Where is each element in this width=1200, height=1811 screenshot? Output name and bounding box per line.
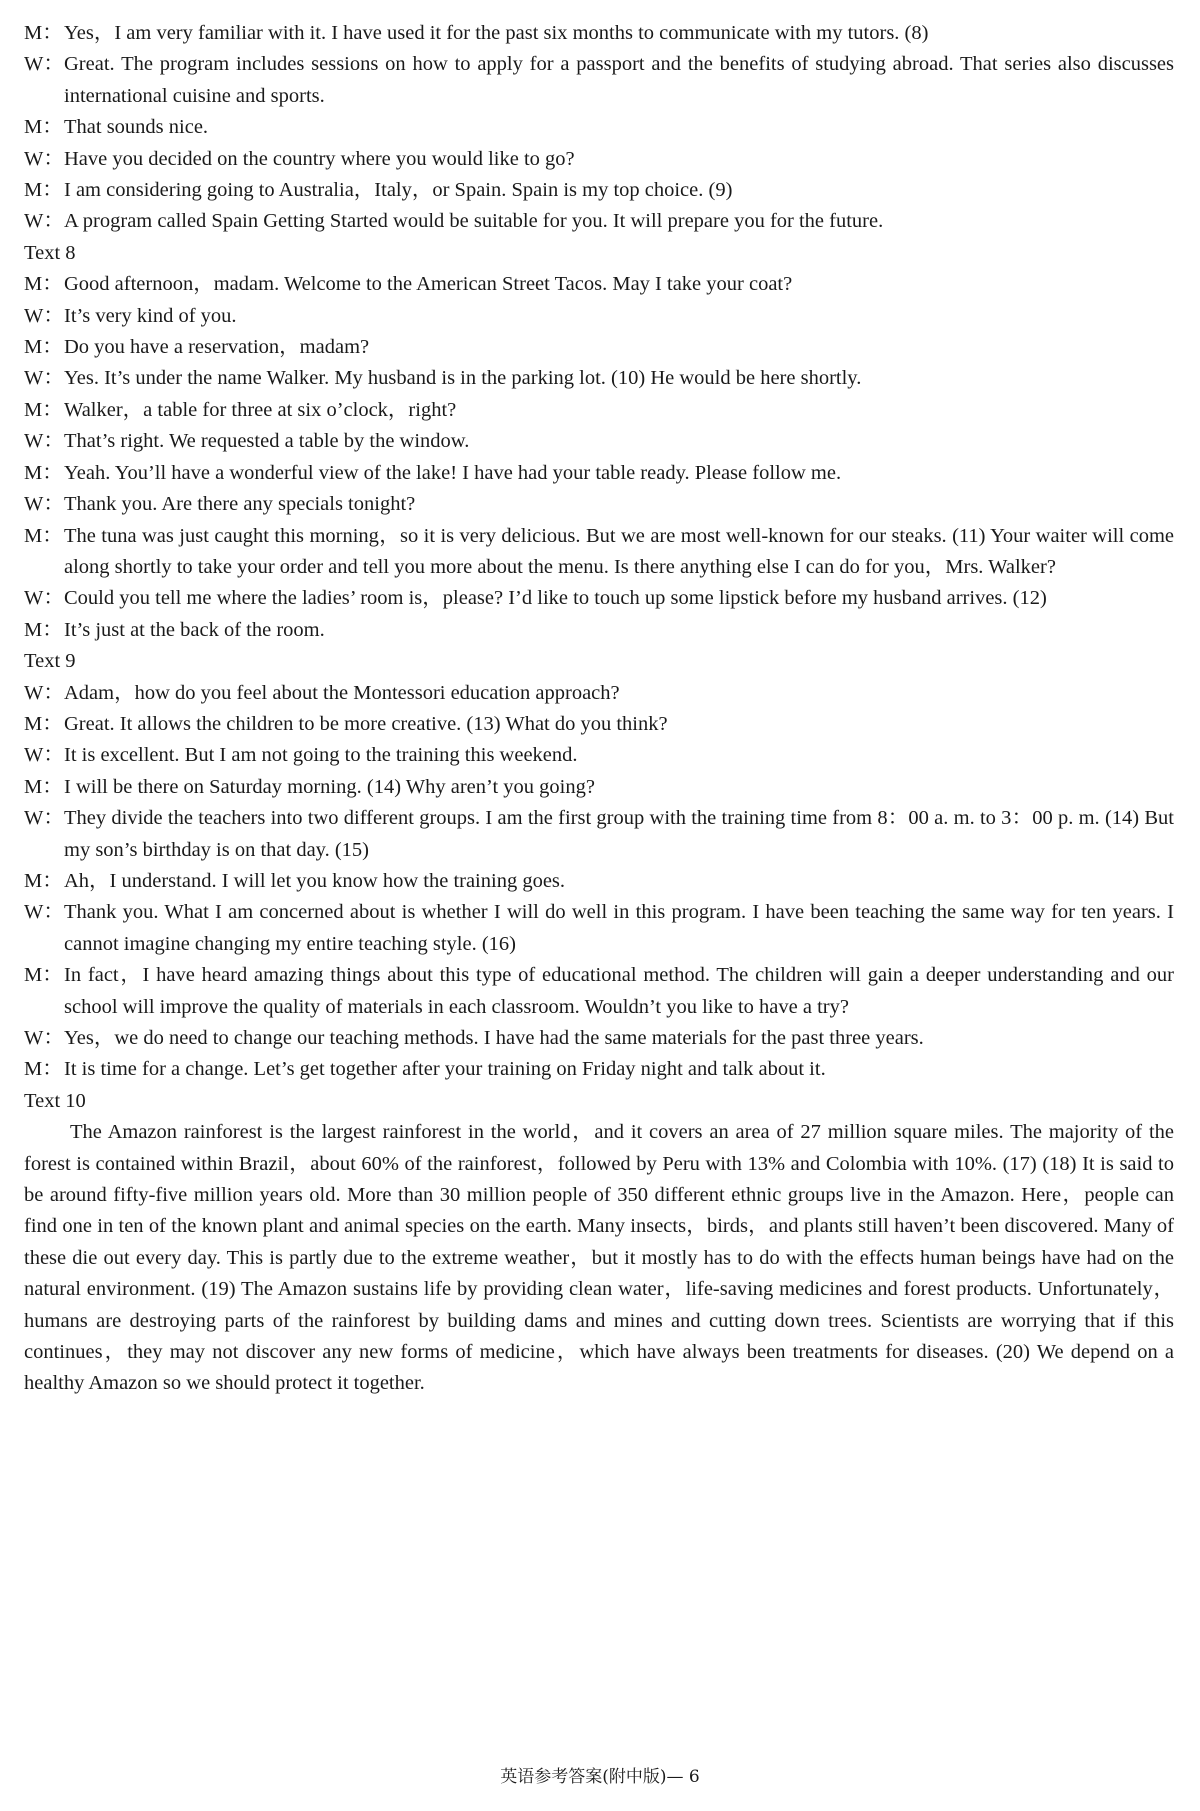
dialogue-line xyxy=(24,772,1174,803)
dialogue-text: It is excellent. But I am not going to the training this weekend. xyxy=(64,744,578,767)
speaker-label: M： xyxy=(24,712,63,735)
dialogue-text: The tuna was just caught this morning，so it is very delicious. But we are most well-known for our steaks. (11) Your waiter will come along shortly to take your order and tell you more about the menu. Is there anything else I can do for you，Mrs. Walker? xyxy=(64,524,1174,578)
dialogue-line xyxy=(24,1054,1174,1085)
dialogue-text: Yes，we do need to change our teaching methods. I have had the same materials for the past three years. xyxy=(64,1027,924,1049)
dialogue-text: Do you have a reservation，madam? xyxy=(64,336,370,359)
dialogue-text: They divide the teachers into two different groups. I am the first group with the training time from 8：00 a. m. to 3：00 p. m. (14) But my son’s birthday is on that day. (15) xyxy=(64,807,1174,861)
dialogue-text: Ah，I understand. I will let you know how the training goes. xyxy=(64,869,566,892)
dialogue-line xyxy=(24,426,1174,457)
speaker-label: W： xyxy=(24,147,64,170)
dialogue-line xyxy=(24,49,1174,112)
speaker-label: M： xyxy=(24,524,63,547)
dialogue-text: In fact，I have heard amazing things about this type of educational method. The children will gain a deeper understanding and our school will improve the quality of materials in each classroom. Wouldn’t you like to have a try? xyxy=(64,964,1174,1018)
dialogue-line xyxy=(24,489,1174,520)
speaker-label: W： xyxy=(24,587,64,610)
section-heading: Text 10 xyxy=(24,1089,86,1112)
dialogue-text: Have you decided on the country where you would like to go? xyxy=(64,147,575,170)
dialogue-line xyxy=(24,269,1174,300)
dialogue-line xyxy=(24,709,1174,740)
dialogue-line xyxy=(24,897,1174,960)
dialogue-line xyxy=(24,175,1174,206)
speaker-label: W： xyxy=(24,367,64,390)
dialogue-line xyxy=(24,866,1174,897)
dialogue-line xyxy=(24,112,1174,143)
passage-paragraph: The Amazon rainforest is the largest rainforest in the world，and it covers an area of 27 million square miles. The majority of the forest is contained within Brazil，about 60% of the rainforest，followed by Peru with 13% and Colombia with 10%. (17) (18) It is said to be around fifty-five million years old. More than 30 million people of 350 different ethnic groups live in the Amazon. Here，people can find one in ten of the known plant and animal species on the earth. Many insects，birds，and plants still haven’t been discovered. Many of these die out every day. This is partly due to the extreme weather，but it mostly has to do with the effects human beings have had on the natural environment. (19) The Amazon sustains life by providing clean water，life-saving medicines and forest products. Unfortunately，humans are destroying parts of the rainforest by building dams and mines and cutting down trees. Scientists are worrying that if this continues，they may not discover any new forms of medicine，which have always been treatments for diseases. (20) We depend on a healthy Amazon so we should protect it together. xyxy=(24,1121,1174,1395)
speaker-label: W： xyxy=(24,210,64,233)
section-heading: Text 9 xyxy=(24,650,76,673)
dialogue-line xyxy=(24,740,1174,771)
speaker-label: W： xyxy=(24,807,64,830)
dialogue-text: I am considering going to Australia，Italy，or Spain. Spain is my top choice. (9) xyxy=(64,179,733,202)
dialogue-line xyxy=(24,615,1174,646)
speaker-label: M： xyxy=(24,964,63,987)
dialogue-text: Great. It allows the children to be more creative. (13) What do you think? xyxy=(64,712,668,735)
dialogue-line xyxy=(24,206,1174,237)
speaker-label: W： xyxy=(24,744,64,767)
dialogue-text: Yeah. You’ll have a wonderful view of the lake! I have had your table ready. Please follow me. xyxy=(64,461,842,484)
speaker-label: M： xyxy=(24,869,63,892)
speaker-label: W： xyxy=(24,493,64,516)
dialogue-text: That sounds nice. xyxy=(64,116,209,139)
speaker-label: M： xyxy=(24,336,63,359)
section-heading: Text 8 xyxy=(24,241,76,264)
dialogue-line xyxy=(24,521,1174,584)
speaker-label: M： xyxy=(24,116,63,139)
document-body xyxy=(24,18,1174,1400)
speaker-label: W： xyxy=(24,53,64,76)
speaker-label: W： xyxy=(24,1027,64,1049)
speaker-label: M： xyxy=(24,179,63,202)
dialogue-text: Walker，a table for three at six o’clock，right? xyxy=(64,398,457,421)
speaker-label: W： xyxy=(24,304,64,327)
dialogue-text: Thank you. Are there any specials tonight? xyxy=(64,493,416,516)
speaker-label: W： xyxy=(24,681,64,704)
dialogue-line xyxy=(24,363,1174,394)
speaker-label: M： xyxy=(24,22,63,44)
dialogue-line xyxy=(24,144,1174,175)
page-footer: 英语参考答案(附中版)— 6 xyxy=(500,1767,700,1787)
dialogue-text: Yes. It’s under the name Walker. My husband is in the parking lot. (10) He would be here shortly. xyxy=(64,367,862,390)
dialogue-line xyxy=(24,395,1174,426)
dialogue-text: It’s just at the back of the room. xyxy=(64,618,325,641)
speaker-label: M： xyxy=(24,775,63,798)
speaker-label: M： xyxy=(24,398,63,421)
speaker-label: M： xyxy=(24,618,63,641)
dialogue-text: Good afternoon，madam. Welcome to the American Street Tacos. May I take your coat? xyxy=(64,273,793,296)
dialogue-text: I will be there on Saturday morning. (14) Why aren’t you going? xyxy=(64,775,595,798)
dialogue-text: It is time for a change. Let’s get together after your training on Friday night and talk about it. xyxy=(64,1058,826,1081)
speaker-label: M： xyxy=(24,1058,63,1081)
dialogue-line xyxy=(24,678,1174,709)
dialogue-line xyxy=(24,583,1174,614)
dialogue-text: Thank you. What I am concerned about is whether I will do well in this program. I have been teaching the same way for ten years. I cannot imagine changing my entire teaching style. (16) xyxy=(64,901,1174,955)
speaker-label: M： xyxy=(24,273,63,296)
dialogue-text: Yes，I am very familiar with it. I have used it for the past six months to communicate with my tutors. (8) xyxy=(64,22,929,44)
dialogue-text: That’s right. We requested a table by the window. xyxy=(64,430,470,453)
dialogue-text: A program called Spain Getting Started would be suitable for you. It will prepare you for the future. xyxy=(64,210,884,233)
dialogue-line xyxy=(24,1023,1174,1054)
dialogue-text: It’s very kind of you. xyxy=(64,304,237,327)
dialogue-text: Great. The program includes sessions on how to apply for a passport and the benefits of studying abroad. That series also discusses international cuisine and sports. xyxy=(64,53,1174,107)
dialogue-line xyxy=(24,18,1174,49)
dialogue-text: Adam，how do you feel about the Montessori education approach? xyxy=(64,681,620,704)
dialogue-line xyxy=(24,960,1174,1023)
dialogue-line xyxy=(24,803,1174,866)
dialogue-line xyxy=(24,301,1174,332)
speaker-label: M： xyxy=(24,461,63,484)
dialogue-line xyxy=(24,458,1174,489)
dialogue-text: Could you tell me where the ladies’ room is，please? I’d like to touch up some lipstick before my husband arrives. (12) xyxy=(64,587,1047,610)
speaker-label: W： xyxy=(24,901,64,924)
speaker-label: W： xyxy=(24,430,64,453)
dialogue-line xyxy=(24,332,1174,363)
